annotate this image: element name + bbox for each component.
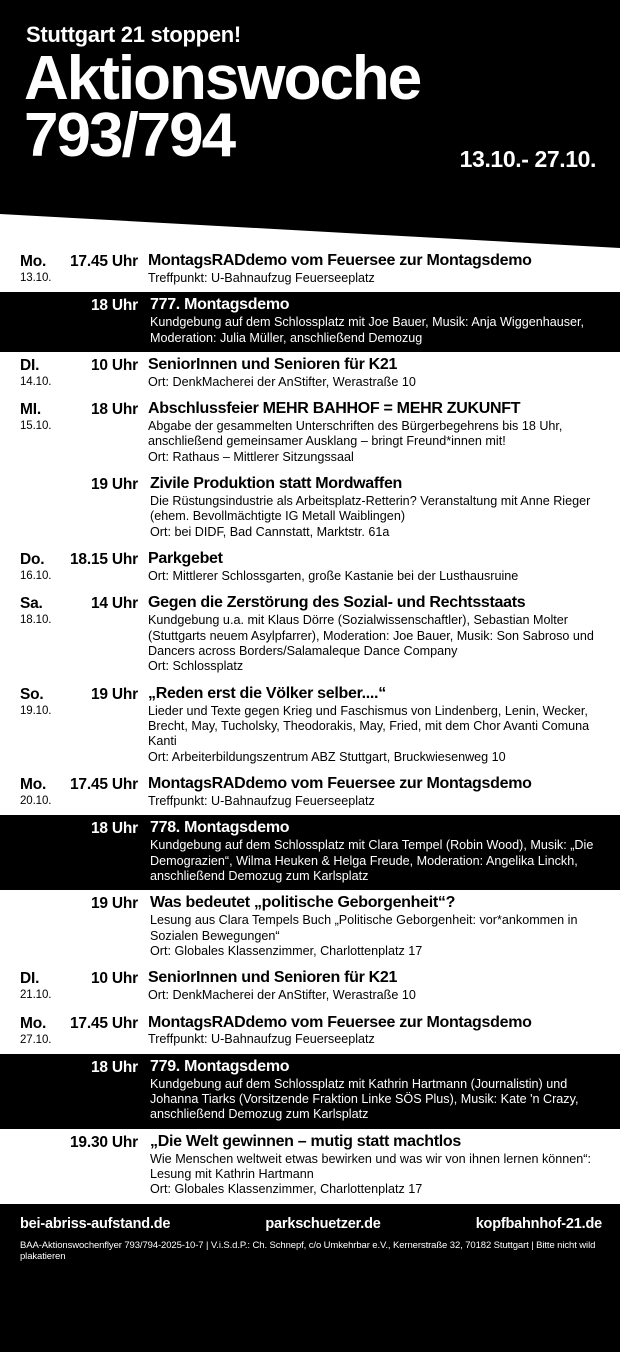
event-title: 777. Montagsdemo <box>150 296 290 314</box>
event-what <box>140 1058 604 1123</box>
event-location: Treffpunkt: U-Bahnaufzug Feuerseeplatz <box>148 1032 375 1047</box>
event-day: DI. <box>20 356 40 374</box>
event-title: MontagsRADdemo vom Feuersee zur Montagsdemo <box>148 1013 532 1031</box>
event-when <box>20 1058 140 1077</box>
event-location: Ort: Globales Klassenzimmer, Charlottenplatz 17 <box>150 943 423 958</box>
event-what <box>138 400 604 465</box>
event-title: Zivile Produktion statt Mordwaffen <box>150 475 403 493</box>
event-day: Sa. <box>20 595 43 613</box>
event-date: 27.10. <box>20 1033 52 1046</box>
event-date: 21.10. <box>20 989 52 1002</box>
event-when <box>20 550 138 582</box>
title-line-2: 793/794 <box>24 101 235 171</box>
event-row <box>0 1010 620 1054</box>
event-title: Abschlussfeier MEHR BAHHOF = MEHR ZUKUNFT <box>148 400 521 418</box>
event-time: 17.45 Uhr <box>70 776 138 794</box>
event-when <box>20 685 138 717</box>
flyer-header <box>0 0 620 214</box>
event-row <box>0 471 620 546</box>
event-day: Mo. <box>20 776 47 794</box>
event-when <box>20 356 138 388</box>
event-description: Kundgebung u.a. mit Klaus Dörre (Sozialwissenschaftler), Sebastian Molter (Stuttgarts neuem Asylpfarrer), Moderation: Joe Bauer, Musik: Son Sabroso und Dancers across Borders/Salamaleque Dance Company <box>148 613 594 659</box>
event-description: Kundgebung auf dem Schlossplatz mit Kathrin Hartmann (Journalistin) und Johanna Tiarks (Vorsitzende Fraktion Linke SÖS Plus), Musik: Kate 'n Crazy, anschließend Demozug zum Karlsplatz <box>150 1076 579 1122</box>
event-location: Ort: Schlossplatz <box>148 659 244 674</box>
event-description: Kundgebung auf dem Schlossplatz mit Clara Tempel (Robin Wood), Musik: „Die Demograzien“, Wilma Heuken & Helga Freude, Moderation: Angelika Linckh, anschließend Demozug zum Karlsplatz <box>150 838 594 883</box>
event-what <box>138 969 604 1003</box>
event-when <box>20 775 138 807</box>
event-time: 18 Uhr <box>90 297 138 315</box>
event-date: 20.10. <box>20 795 52 808</box>
event-what <box>138 356 604 390</box>
diagonal-divider <box>0 214 620 248</box>
event-date: 16.10. <box>20 570 52 583</box>
event-location: Ort: Rathaus – Mittlerer Sitzungssaal <box>148 449 354 464</box>
event-time: 19 Uhr <box>90 685 138 703</box>
event-row <box>0 590 620 680</box>
event-description: Kundgebung auf dem Schlossplatz mit Joe Bauer, Musik: Anja Wiggenhauser, Moderation: Julia Müller, anschließend Demozug <box>150 315 585 345</box>
event-description: Lesung aus Clara Tempels Buch „Politische Geborgenheit: vor*ankommen in Sozialen Bewegungen“ <box>150 913 578 943</box>
event-when <box>20 400 138 432</box>
event-time: 19 Uhr <box>90 895 138 913</box>
event-day: Mo. <box>20 253 47 270</box>
imprint-text: BAA-Aktionswochenflyer 793/794-2025-10-7 | V.i.S.d.P.: Ch. Schnepf, c/o Umkehrbar e.V., Kernerstraße 32, 70182 Stuttgart | Bitte nicht wild plakatieren <box>20 1239 596 1263</box>
event-what <box>138 252 604 286</box>
event-description: Wie Menschen weltweit etwas bewirken und was wir von ihnen lernen können“: Lesung mit Kathrin Hartmann <box>150 1151 592 1182</box>
event-time: 10 Uhr <box>90 356 138 374</box>
event-time: 17.45 Uhr <box>70 253 138 270</box>
event-when <box>20 252 138 284</box>
event-what <box>138 685 604 765</box>
footer-links <box>20 1216 602 1232</box>
event-date: 14.10. <box>20 375 52 388</box>
program-list <box>0 248 620 1204</box>
event-row <box>0 292 620 352</box>
event-date: 15.10. <box>20 420 52 433</box>
event-location: Ort: Globales Klassenzimmer, Charlottenplatz 17 <box>150 1182 423 1197</box>
header-kicker: Stuttgart 21 stoppen! <box>26 22 241 47</box>
event-description: Die Rüstungsindustrie als Arbeitsplatz-Retterin? Veranstaltung mit Anne Rieger (ehem. Bevollmächtigte IG Metall Waiblingen) <box>150 494 591 524</box>
event-date: 18.10. <box>20 614 52 627</box>
event-when <box>20 296 140 315</box>
event-what <box>138 594 604 674</box>
event-day: MI. <box>20 401 41 419</box>
event-row <box>0 248 620 292</box>
event-when <box>20 594 138 626</box>
event-title: 778. Montagsdemo <box>150 819 290 837</box>
event-when <box>20 1133 140 1152</box>
event-time: 19 Uhr <box>90 476 138 494</box>
header-daterange: 13.10.- 27.10. <box>459 146 596 172</box>
event-time: 18 Uhr <box>90 401 138 419</box>
event-title: Gegen die Zerstörung des Sozial- und Rechtsstaats <box>148 594 526 612</box>
event-row <box>0 352 620 396</box>
event-day: So. <box>20 685 44 703</box>
event-title: Was bedeutet „politische Geborgenheit“? <box>150 894 456 912</box>
event-time: 19.30 Uhr <box>70 1133 138 1151</box>
event-title: SeniorInnen und Senioren für K21 <box>148 969 398 987</box>
event-what <box>140 296 604 346</box>
event-title: Parkgebet <box>148 550 223 568</box>
event-when <box>20 819 140 838</box>
event-time: 18 Uhr <box>90 1058 138 1076</box>
event-location: Ort: Mittlerer Schlossgarten, große Kastanie bei der Lusthausruine <box>148 569 519 584</box>
event-description: Abgabe der gesammelten Unterschriften des Bürgerbegehrens bis 18 Uhr, anschließend gemeinsamer Ausklang – bringt Freund*innen mit! <box>148 419 563 449</box>
event-row <box>0 1054 620 1129</box>
event-what <box>138 550 604 584</box>
event-when <box>20 969 138 1001</box>
event-row <box>0 815 620 890</box>
footer-link-parkschuetzer[interactable]: parkschuetzer.de <box>265 1215 381 1232</box>
event-location: Treffpunkt: U-Bahnaufzug Feuerseeplatz <box>148 793 375 808</box>
event-title: MontagsRADdemo vom Feuersee zur Montagsdemo <box>148 252 532 269</box>
event-row <box>0 681 620 771</box>
flyer-footer <box>0 1204 620 1273</box>
title-line-1: Aktionswoche <box>24 44 421 113</box>
event-row <box>0 771 620 815</box>
event-title: MontagsRADdemo vom Feuersee zur Montagsdemo <box>148 775 532 793</box>
event-title: „Die Welt gewinnen – mutig statt machtlos <box>150 1132 462 1150</box>
event-what <box>140 894 604 959</box>
event-location: Ort: Arbeiterbildungszentrum ABZ Stuttgart, Bruckwiesenweg 10 <box>148 749 506 764</box>
event-day: Mo. <box>20 1014 47 1032</box>
event-description: Lieder und Texte gegen Krieg und Faschismus von Lindenberg, Lenin, Wecker, Brecht, May, Tucholsky, Theodorakis, May, Fried, mit dem Chor Avanti Comuna Kanti <box>148 703 590 749</box>
event-what <box>140 819 604 884</box>
event-location: Treffpunkt: U-Bahnaufzug Feuerseeplatz <box>148 270 375 285</box>
event-what <box>138 775 604 809</box>
event-row <box>0 965 620 1009</box>
event-time: 14 Uhr <box>90 595 138 613</box>
event-day: Do. <box>20 551 45 569</box>
event-time: 10 Uhr <box>90 970 138 988</box>
event-row <box>0 1129 620 1204</box>
event-location: Ort: DenkMacherei der AnStifter, Werastraße 10 <box>148 374 416 389</box>
event-when <box>20 1014 138 1046</box>
event-title: SeniorInnen und Senioren für K21 <box>148 355 398 373</box>
event-time: 18.15 Uhr <box>70 551 138 569</box>
event-what <box>138 1014 604 1048</box>
event-title: „Reden erst die Völker selber....“ <box>148 684 386 702</box>
event-title: 779. Montagsdemo <box>150 1057 290 1075</box>
footer-link-bei-abriss-aufstand[interactable]: bei-abriss-aufstand.de <box>20 1215 171 1232</box>
event-when <box>20 475 140 494</box>
event-location: Ort: DenkMacherei der AnStifter, Werastraße 10 <box>148 988 416 1003</box>
event-row <box>0 396 620 471</box>
event-day: DI. <box>20 970 40 988</box>
event-what <box>140 1133 604 1198</box>
event-date: 19.10. <box>20 704 52 717</box>
event-location: Ort: bei DIDF, Bad Cannstatt, Marktstr. 61a <box>150 524 390 539</box>
footer-link-kopfbahnhof-21[interactable]: kopfbahnhof-21.de <box>475 1215 602 1232</box>
event-row <box>0 890 620 965</box>
event-row <box>0 546 620 590</box>
event-date: 13.10. <box>20 272 52 284</box>
event-what <box>140 475 604 540</box>
event-time: 18 Uhr <box>90 820 138 838</box>
event-when <box>20 894 140 913</box>
event-time: 17.45 Uhr <box>70 1014 138 1032</box>
